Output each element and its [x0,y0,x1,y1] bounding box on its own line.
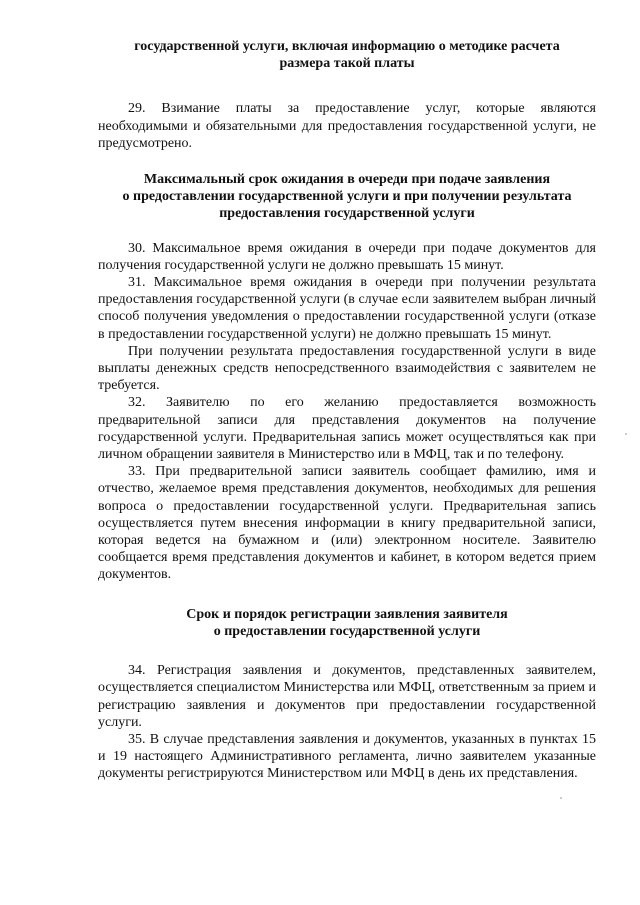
heading-line: Срок и порядок регистрации заявления заявителя [186,606,508,622]
heading-line: государственной услуги, включая информацию о методике расчета [134,39,560,54]
heading-line: размера такой платы [279,56,415,72]
paragraph-29: 29. Взимание платы за предоставление услуг, которые являются необходимыми и обязательными для предоставления государственной услуги, не предусмотрено. [98,101,596,151]
paragraph-31: 31. Максимальное время ожидания в очереди при получении результата предоставления государственной услуги (в случае если заявителем выбран личный способ получения уведомления о предоставлении государственной услуги (отказе в предоставлении государственной услуги) не должно превышать 15 минут. [98,275,596,342]
heading-line: о предоставлении государственной услуги и при получении результата [122,189,572,205]
section-heading-registration [98,606,596,640]
paragraph-33: 33. При предварительной записи заявитель сообщает фамилию, имя и отчество, желаемое время представления документов, необходимых для решения вопроса о предоставлении государственной услуги. Предварительная запись осуществляется путем внесения информации в книгу предварительной записи, которая ведется на бумажном и (или) электронном носителе. Заявителю сообщается время представления документов и кабинет, в котором ведется прием документов. [98,464,596,583]
heading-line: о предоставлении государственной услуги [213,623,481,639]
section-heading-queue [98,171,596,223]
document-page [98,38,596,783]
paragraph-30: 30. Максимальное время ожидания в очереди при подаче документов для получения государственной услуги не должно превышать 15 минут. [98,240,596,273]
paragraph-34: 34. Регистрация заявления и документов, представленных заявителем, осуществляется специалистом Министерства или МФЦ, ответственным за прием и регистрацию заявления и документов при предоставлении государственной услуги. [98,663,596,730]
heading-line: Максимальный срок ожидания в очереди при подаче заявления [143,172,551,188]
paragraph-31-continued: При получении результата предоставления государственной услуги в виде выплаты денежных средств непосредственного взаимодействия с заявителем не требуется. [98,343,596,394]
heading-line: предоставления государственной услуги [219,206,475,222]
paragraph-35: 35. В случае представления заявления и документов, указанных в пунктах 15 и 19 настоящего Административного регламента, лично заявителем указанные документы регистрируются Министерством или МФЦ в день их представления. [98,731,596,782]
section-title-continued [98,38,596,72]
scan-speck [560,797,562,799]
scan-speck [625,433,627,435]
paragraph-32: 32. Заявителю по его желанию предоставляется возможность предварительной записи для представления документов на получение государственной услуги. Предварительная запись может осуществляться как при личном обращении заявителя в Министерство или в МФЦ, так и по телефону. [98,395,596,463]
